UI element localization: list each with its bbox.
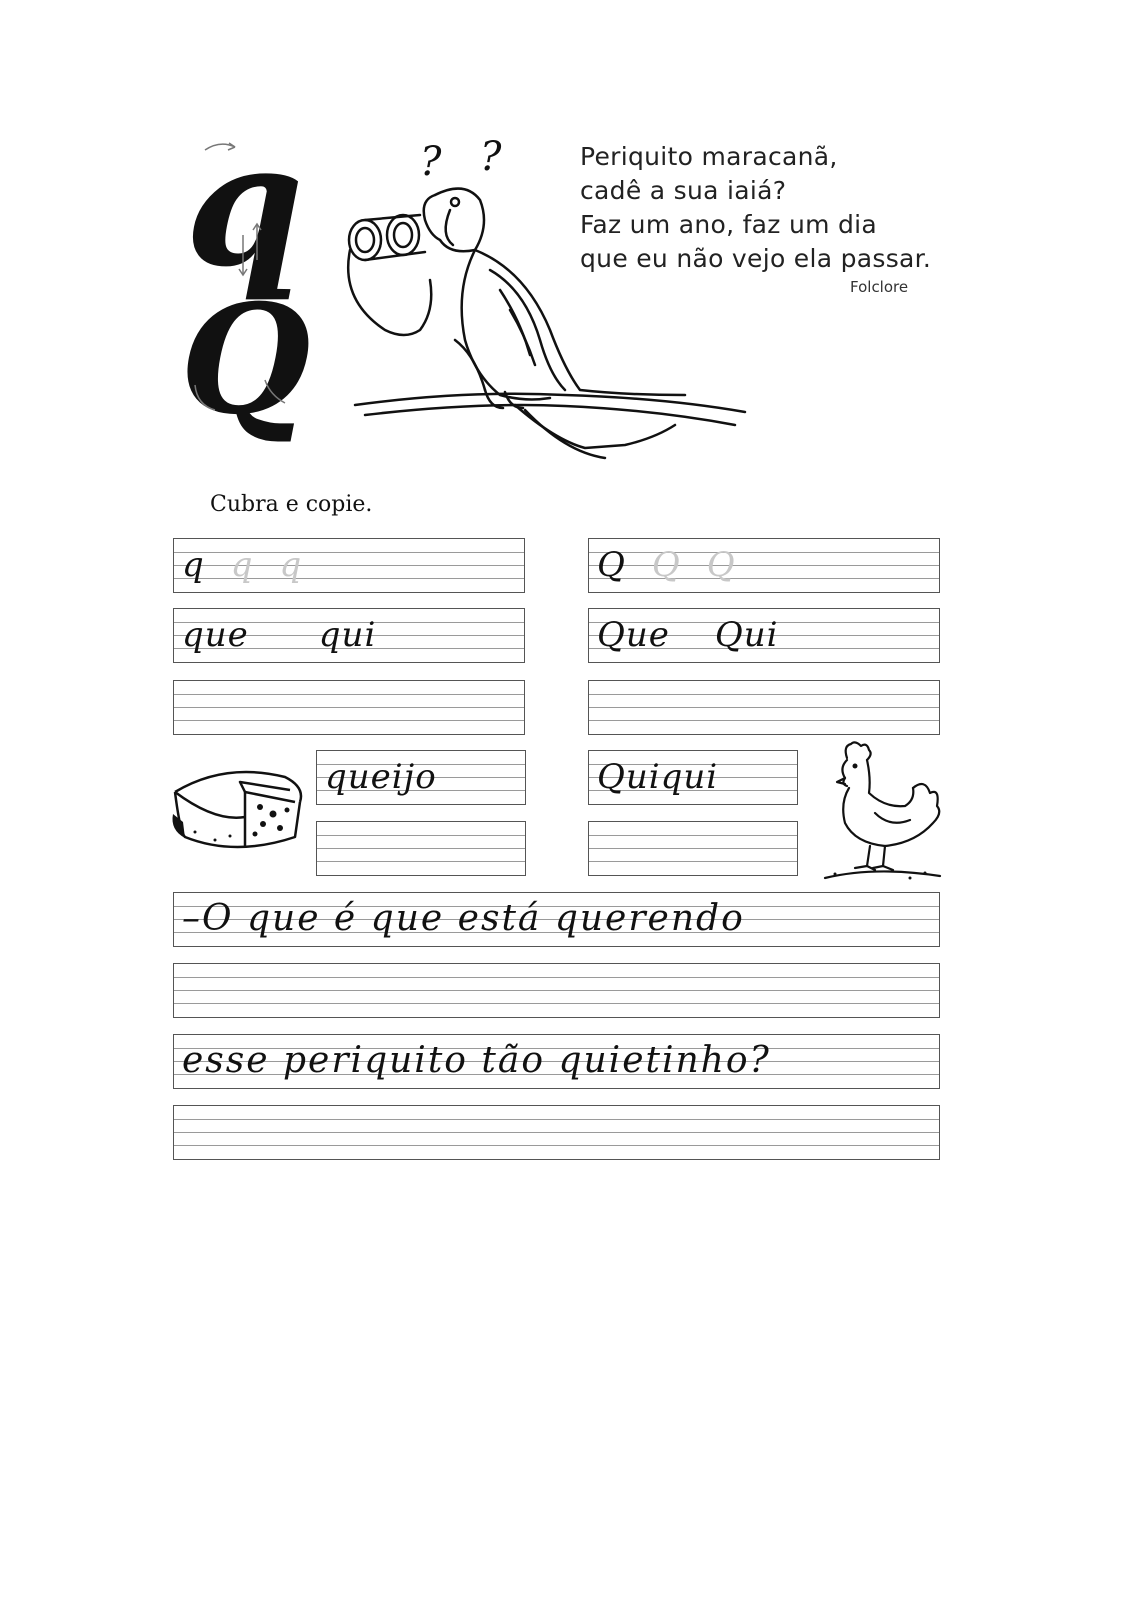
rooster-illustration	[815, 738, 950, 888]
poem	[580, 140, 940, 276]
poem-line-1: Periquito maracanã,	[580, 142, 838, 171]
instruction-text: Cubra e copie.	[210, 492, 373, 517]
model-text-Que-Qui: Que Qui	[597, 615, 779, 655]
writing-box-q-uppercase[interactable]	[588, 538, 940, 593]
writing-box-Que-Qui[interactable]	[588, 608, 940, 663]
model-text-q: q q q	[182, 545, 303, 585]
cheese-illustration	[165, 752, 310, 857]
writing-box-q-lowercase[interactable]	[173, 538, 525, 593]
model-text-que-qui: que qui	[182, 615, 377, 655]
writing-box-quiqui[interactable]	[588, 750, 798, 805]
writing-box-quiqui-copy[interactable]	[588, 821, 798, 876]
writing-box-sentence-2[interactable]	[173, 1034, 940, 1089]
model-text-sentence-2: esse periquito tão quietinho?	[182, 1040, 771, 1081]
writing-box-que-qui[interactable]	[173, 608, 525, 663]
poem-line-4: que eu não vejo ela passar.	[580, 244, 932, 273]
question-mark-right: ?	[480, 140, 502, 180]
writing-box-queijo[interactable]	[316, 750, 526, 805]
question-mark-left: ?	[420, 140, 442, 185]
model-text-quiqui: Quiqui	[597, 757, 719, 797]
writing-box-empty-left[interactable]	[173, 680, 525, 735]
model-text-Q: Q Q Q	[597, 545, 736, 585]
uppercase-q-letter: Q	[180, 272, 311, 448]
writing-box-empty-right[interactable]	[588, 680, 940, 735]
poem-line-2: cadê a sua iaiá?	[580, 176, 787, 205]
writing-box-queijo-copy[interactable]	[316, 821, 526, 876]
lowercase-q-letter: q	[185, 105, 304, 305]
poem-line-3: Faz um ano, faz um dia	[580, 210, 878, 239]
writing-box-sentence-1[interactable]	[173, 892, 940, 947]
writing-box-sentence-2-copy[interactable]	[173, 1105, 940, 1160]
model-text-queijo: queijo	[325, 757, 437, 797]
writing-box-sentence-1-copy[interactable]	[173, 963, 940, 1018]
poem-credit: Folclore	[850, 278, 909, 296]
stroke-guide-arrows-icon	[175, 135, 315, 425]
model-text-sentence-1: –O que é que está querendo	[182, 898, 745, 939]
